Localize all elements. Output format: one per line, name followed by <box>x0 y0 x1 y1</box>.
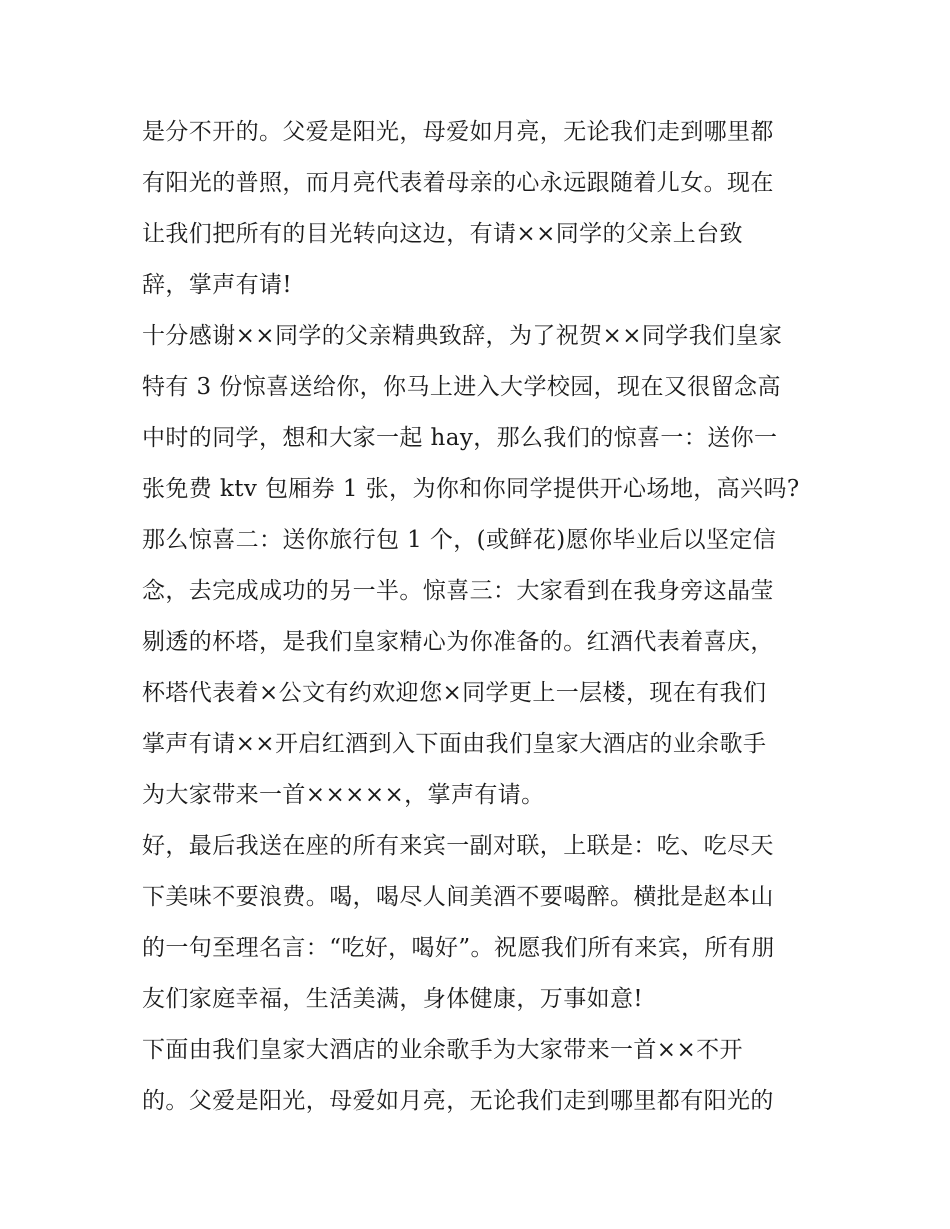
text-line: 掌声有请××开启红酒到入下面由我们皇家大酒店的业余歌手 <box>142 731 767 757</box>
text-line: 辞，掌声有请! <box>142 272 293 298</box>
text-line: 让我们把所有的目光转向这边，有请××同学的父亲上台致 <box>142 221 743 247</box>
text-line: 十分感谢××同学的父亲精典致辞，为了祝贺××同学我们皇家 <box>142 323 783 349</box>
text-line: 友们家庭幸福，生活美满，身体健康，万事如意! <box>142 986 644 1012</box>
text-line: 特有 3 份惊喜送给你，你马上进入大学校园，现在又很留念高 <box>142 374 781 400</box>
text-line: 剔透的杯塔，是我们皇家精心为你准备的。红酒代表着喜庆， <box>142 629 774 655</box>
text-line: 中时的同学，想和大家一起 hay，那么我们的惊喜一：送你一 <box>142 425 778 451</box>
text-line: 好，最后我送在座的所有来宾一副对联，上联是：吃、吃尽天 <box>142 833 774 859</box>
text-line: 下面由我们皇家大酒店的业余歌手为大家带来一首××不开 <box>142 1037 743 1063</box>
text-line: 张免费 ktv 包厢券 1 张，为你和你同学提供开心场地，高兴吗? <box>142 476 800 502</box>
text-line: 下美味不要浪费。喝，喝尽人间美酒不要喝醉。横批是赵本山 <box>142 884 774 910</box>
document-body <box>142 107 842 1127</box>
text-line: 的一句至理名言：“吃好，喝好”。祝愿我们所有来宾，所有朋 <box>142 935 775 961</box>
text-line: 杯塔代表着×公文有约欢迎您×同学更上一层楼，现在有我们 <box>142 680 767 706</box>
text-line: 为大家带来一首×××××，掌声有请。 <box>142 782 545 808</box>
text-line: 有阳光的普照，而月亮代表着母亲的心永远跟随着儿女。现在 <box>142 170 774 196</box>
text-line: 念，去完成成功的另一半。惊喜三：大家看到在我身旁这晶莹 <box>142 578 774 604</box>
text-line: 的。父爱是阳光，母爱如月亮，无论我们走到哪里都有阳光的 <box>142 1088 774 1114</box>
text-line: 那么惊喜二：送你旅行包 1 个，(或鲜花)愿你毕业后以坚定信 <box>142 527 777 553</box>
text-line: 是分不开的。父爱是阳光，母爱如月亮，无论我们走到哪里都 <box>142 119 774 145</box>
